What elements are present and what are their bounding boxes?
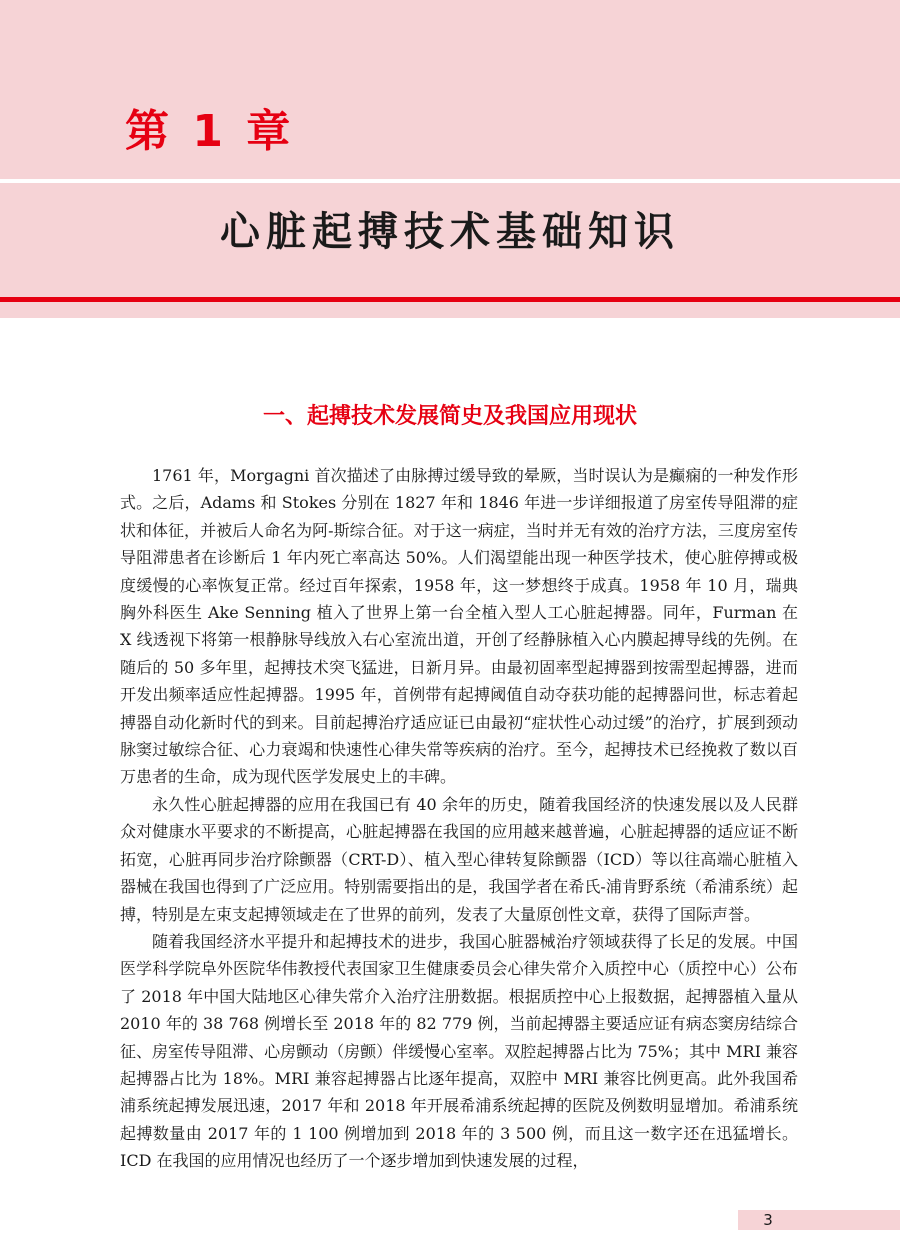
page-number: 3 [763,1211,773,1229]
chapter-banner [0,0,900,318]
chapter-title: 心脏起搏技术基础知识 [220,209,680,255]
chapter-number: 第 1 章 [125,106,295,157]
paragraph: 1761 年，Morgagni 首次描述了由脉搏过缓导致的晕厥，当时误认为是癫痫的一种发作形式。之后，Adams 和 Stokes 分别在 1827 年和 1846 年进一步详细报道了房室传导阻滞的症状和体征，并被后人命名为阿-斯综合征。对于这一病症，当时并无有效的治疗方法，三度房室传导阻滞患者在诊断后 1 年内死亡率高达 50%。人们渴望能出现一种医学技术，使心脏停搏或极度缓慢的心率恢复正常。经过百年探索，1958 年，这一梦想终于成真。1958 年 10 月，瑞典胸外科医生 Ake Senning 植入了世界上第一台全植入型人工心脏起搏器。同年，Furman 在 X 线透视下将第一根静脉导线放入右心室流出道，开创了经静脉植入心内膜起搏导线的先例。在随后的 50 多年里，起搏技术突飞猛进，日新月异。由最初固率型起搏器到按需型起搏器，进而开发出频率适应性起搏器。1995 年，首例带有起搏阈值自动夺获功能的起搏器问世，标志着起搏器自动化新时代的到来。目前起搏治疗适应证已由最初“症状性心动过缓”的治疗，扩展到颈动脉窦过敏综合征、心力衰竭和快速性心律失常等疾病的治疗。至今，起搏技术已经挽救了数以百万患者的生命，成为现代医学发展史上的丰碑。 [120,466,798,787]
banner-divider-white [0,179,900,183]
banner-divider-red [0,297,900,302]
body-text [120,462,798,1175]
paragraph: 随着我国经济水平提升和起搏技术的进步，我国心脏器械治疗领域获得了长足的发展。中国医学科学院阜外医院华伟教授代表国家卫生健康委员会心律失常介入质控中心（质控中心）公布了 2018 年中国大陆地区心律失常介入治疗注册数据。根据质控中心上报数据，起搏器植入量从 2010 年的 38 768 例增长至 2018 年的 82 779 例，当前起搏器主要适应证有病态窦房结综合征、房室传导阻滞、心房颤动（房颤）伴缓慢心室率。双腔起搏器占比为 75%；其中 MRI 兼容起搏器占比为 18%。MRI 兼容起搏器占比逐年提高，双腔中 MRI 兼容比例更高。此外我国希浦系统起搏发展迅速，2017 年和 2018 年开展希浦系统起搏的医院及例数明显增加。希浦系统起搏数量由 2017 年的 1 100 例增加到 2018 年的 3 500 例，而且这一数字还在迅猛增长。ICD 在我国的应用情况也经历了一个逐步增加到快速发展的过程， [120,931,798,1171]
section-heading: 一、起搏技术发展简史及我国应用现状 [262,404,637,429]
paragraph: 永久性心脏起搏器的应用在我国已有 40 余年的历史，随着我国经济的快速发展以及人民群众对健康水平要求的不断提高，心脏起搏器在我国的应用越来越普遍，心脏起搏器的适应证不断拓宽，心脏再同步治疗除颤器（CRT-D）、植入型心律转复除颤器（ICD）等以往高端心脏植入器械在我国也得到了广泛应用。特别需要指出的是，我国学者在希氏-浦肯野系统（希浦系统）起搏，特别是左束支起搏领域走在了世界的前列，发表了大量原创性文章，获得了国际声誉。 [120,794,798,924]
